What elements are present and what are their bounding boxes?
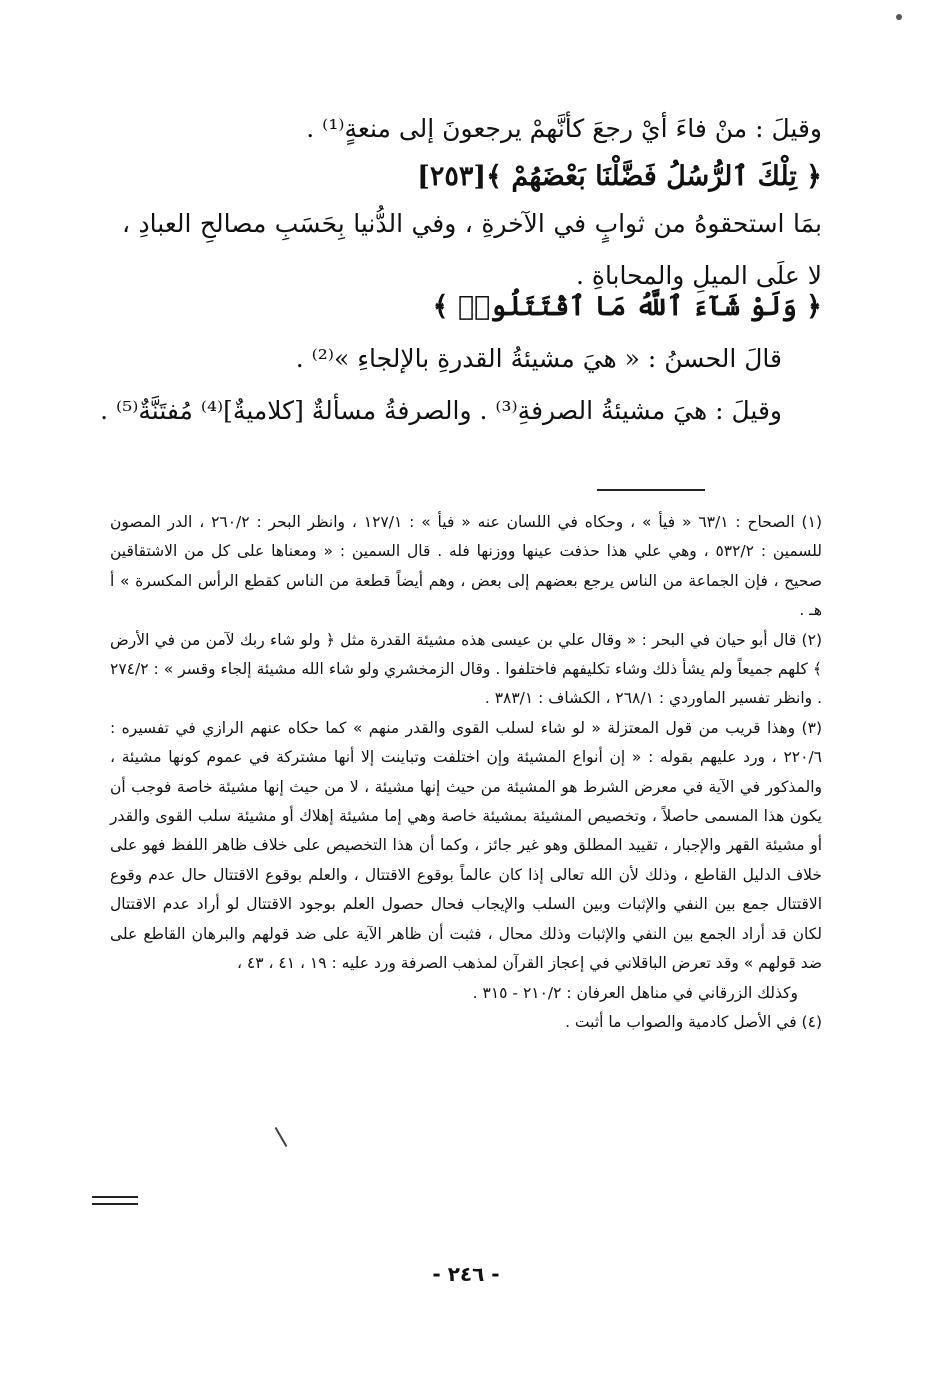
footnote-2: (٢) قال أبو حيان في البحر : « وقال علي بن عيسى هذه مشيئة القدرة مثل ﴿ ولو شاء ربك لآمن من في الأرض ﴾ كلهم جميعاً ولم يشأ ذلك وشاء تكليفهم فاختلفوا . وقال الزمخشري ولو شاء الله مشيئة إلجاء وقسر » : ٢٧٤/٢ . وانظر تفسير الماوردي : ٢٦٨/١ ، الكشاف : ٣٨٣/١ .	[110, 630, 822, 708]
footnote-3-continuation: وكذلك الزرقاني في مناهل العرفان : ٢١٠/٢ - ٣١٥ .	[472, 983, 798, 1002]
main-line-1: وقيلَ : منْ فاءَ أيْ رجعَ كأنَّهمْ يرجعونَ إلى منعةٍ⁽¹⁾ .	[306, 114, 822, 143]
pen-mark	[275, 1127, 288, 1147]
end-of-footnotes-mark	[92, 1196, 138, 1205]
footnotes	[110, 508, 822, 1037]
footnote-separator	[597, 489, 705, 491]
quran-verse-253: ﴿ تِلْكَ ٱلرُّسُلُ فَضَّلْنَا بَعْضَهُمْ ﴾[٢٥٣]	[417, 161, 822, 192]
footnote-4: (٤) في الأصل كادمية والصواب ما أثبت .	[565, 1012, 822, 1031]
main-line-4: وقيلَ : هيَ مشيئةُ الصرفةِ⁽³⁾ . والصرفةُ مسألةٌ [كلاميةٌ]⁽⁴⁾ مُفتَنَّةٌ⁽⁵⁾ .	[100, 396, 782, 425]
scan-speck	[896, 14, 902, 20]
main-line-3: قالَ الحسنُ : « هيَ مشيئةُ القدرةِ بالإلجاءِ »⁽²⁾ .	[295, 344, 782, 373]
footnote-3: (٣) وهذا قريب من قول المعتزلة « لو شاء لسلب القوى والقدر منهم » كما حكاه عنهم الرازي في تفسيره : ٢٢٠/٦ ، ورد عليهم بقوله : « إن أنواع المشيئة وإن اختلفت وتباينت إلا أنها مشتركة في عموم كونها مشيئة ، والمذكور في الآية في معرض الشرط هو المشيئة من حيث إنها مشيئة ، لا من حيث إنها مشيئة خاصة فوجب أن يكون هذا المسمى حاصلاً ، وتخصيص المشيئة بمشيئة خاصة وهي إما مشيئة إهلاك أو مشيئة سلب القوى والقدر أو مشيئة القهر والإجبار ، تقييد المطلق وهو غير جائز ، وكما أن هذا التخصيص على خلاف ظاهر اللفظ فهو على خلاف الدليل القاطع ، وذلك لأن الله تعالى إذا كان عالماً بوقوع الاقتتال ، والعلم بوقوع الاقتتال حال عدم وقوع الاقتتال جمع بين النفي والإثبات وبين السلب والإيجاب فحال حصول العلم بوجود الاقتتال لو أراد عدم الاقتتال لكان قد أراد الجمع بين النفي والإثبات وذلك محال ، فثبت أن ظاهر الآية على ضد قولهم والبرهان القاطع على ضد قولهم » وقد تعرض الباقلاني في إعجاز القرآن لمذهب الصرفة ورد عليه : ١٩ ، ٤١ ، ٤٣ ،	[110, 718, 822, 973]
quran-verse-2: ﴿ وَلَوْ شَآءَ ٱللَّهُ مَا ٱقْتَتَلُوا۟ ﴾	[432, 291, 822, 322]
page-number: - ٢٤٦ -	[432, 1262, 500, 1286]
main-paragraph-2: بمَا استحقوهُ من ثوابٍ في الآخرةِ ، وفي الدُّنيا بِحَسَبِ مصالحِ العبادِ ، لا علَى الميلِ والمحاباةِ .	[122, 209, 822, 290]
footnote-1: (١) الصحاح : ٦٣/١ « فيأ » ، وحكاه في اللسان عنه « فيأ » : ١٢٧/١ ، وانظر البحر : ٢٦٠/٢ ، الدر المصون للسمين : ٥٣٢/٢ ، وهي علي هذا حذفت عينها ووزنها فله . قال السمين : « ومعناها على كل من الاشتقاقين صحيح ، فإن الجماعة من الناس يرجع بعضهم إلى بعض ، وهم أيضاً قطعة من الناس كقطع الرأس المكسرة » أ هـ .	[110, 513, 822, 620]
